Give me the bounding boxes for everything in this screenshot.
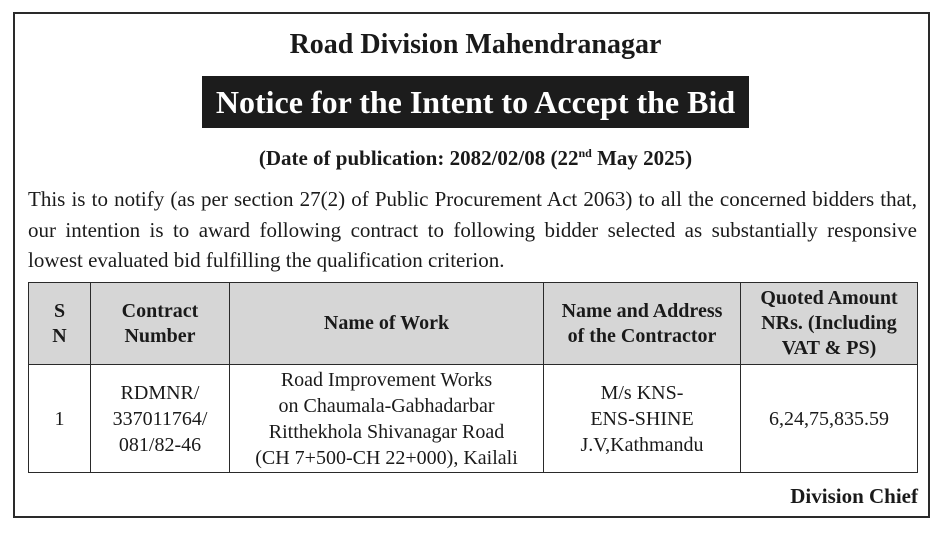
contract-table xyxy=(28,282,918,473)
organization-name: Road Division Mahendranagar xyxy=(289,29,662,60)
title-banner-wrap xyxy=(0,76,951,128)
intro-paragraph: This is to notify (as per section 27(2) of Public Procurement Act 2063) to all the concerned bidders that, our intention is to award following contract to following bidder selected as substantially responsive lowest evaluated bid fulfilling the qualification criterion. xyxy=(28,187,917,272)
publication-date-ordinal: nd xyxy=(578,146,592,160)
publication-date xyxy=(0,143,951,173)
header-name-of-work: Name of Work xyxy=(230,283,544,365)
publication-date-suffix: May 2025) xyxy=(591,146,693,170)
cell-contractor: M/s KNS- ENS-SHINE J.V,Kathmandu xyxy=(544,365,741,473)
header-contract-number: Contract Number xyxy=(91,283,230,365)
header-contractor: Name and Address of the Contractor xyxy=(544,283,741,365)
table-row xyxy=(29,365,918,473)
publication-date-prefix: (Date of publication: 2082/02/08 (22 xyxy=(258,146,579,170)
header-quoted-amount: Quoted Amount NRs. (Including VAT & PS) xyxy=(741,283,918,365)
notice-title: Notice for the Intent to Accept the Bid xyxy=(202,76,749,128)
signatory: Division Chief xyxy=(790,484,918,508)
cell-serial-number: 1 xyxy=(29,365,91,473)
cell-quoted-amount: 6,24,75,835.59 xyxy=(741,365,918,473)
table-header-row xyxy=(29,283,918,365)
cell-contract-number: RDMNR/ 337011764/ 081/82-46 xyxy=(91,365,230,473)
header-serial-number: S N xyxy=(29,283,91,365)
cell-name-of-work: Road Improvement Works on Chaumala-Gabhadarbar Ritthekhola Shivanagar Road (CH 7+500-CH 22+000), Kailali xyxy=(230,365,544,473)
